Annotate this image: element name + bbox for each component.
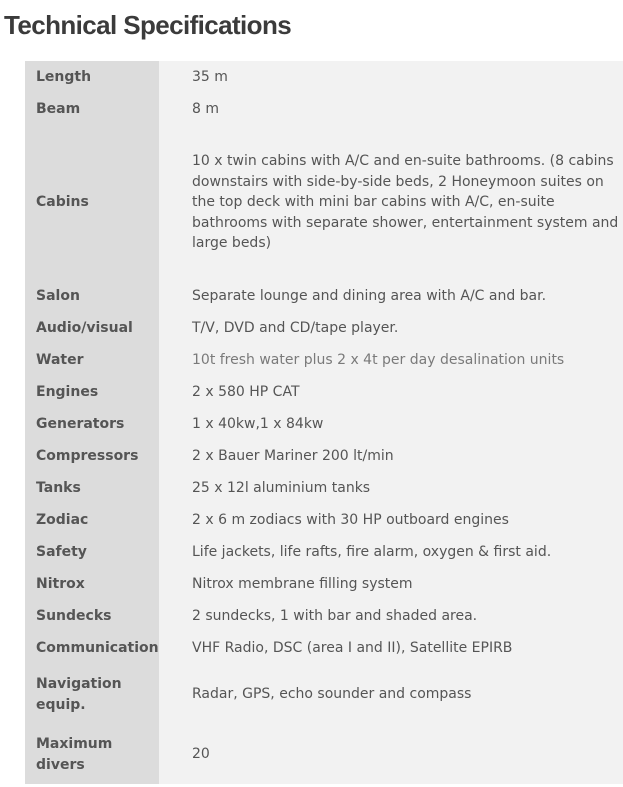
spec-label: Safety xyxy=(25,536,159,568)
spec-row-communication xyxy=(25,632,623,664)
spec-value: Nitrox membrane filling system xyxy=(159,568,623,600)
spec-row-cabins xyxy=(25,125,623,280)
spec-label: Zodiac xyxy=(25,504,159,536)
spec-row-generators xyxy=(25,408,623,440)
spec-value: VHF Radio, DSC (area I and II), Satellite EPIRB xyxy=(159,632,623,664)
spec-value: Separate lounge and dining area with A/C and bar. xyxy=(159,280,623,312)
spec-value: Radar, GPS, echo sounder and compass xyxy=(159,664,623,725)
spec-label: Water xyxy=(25,344,159,376)
spec-value: 2 x 6 m zodiacs with 30 HP outboard engines xyxy=(159,504,623,536)
spec-row-maximum-divers xyxy=(25,725,623,784)
spec-label: Beam xyxy=(25,93,159,125)
spec-row-audio-visual xyxy=(25,312,623,344)
spec-value: 10 x twin cabins with A/C and en-suite bathrooms. (8 cabins downstairs with side-by-side beds, 2 Honeymoon suites on the top deck with mini bar cabins with A/C, en-suite bathrooms with separate shower, entertainment system and large beds) xyxy=(159,125,623,280)
spec-row-tanks xyxy=(25,472,623,504)
specifications-table xyxy=(25,61,623,784)
spec-label: Maximum divers xyxy=(25,725,159,784)
spec-row-sundecks xyxy=(25,600,623,632)
spec-value: T/V, DVD and CD/tape player. xyxy=(159,312,623,344)
spec-value: 35 m xyxy=(159,61,623,93)
page-title: Technical Specifications xyxy=(4,10,292,40)
spec-row-zodiac xyxy=(25,504,623,536)
spec-label: Audio/visual xyxy=(25,312,159,344)
spec-value: 25 x 12l aluminium tanks xyxy=(159,472,623,504)
spec-label: Nitrox xyxy=(25,568,159,600)
spec-row-length xyxy=(25,61,623,93)
spec-label: Compressors xyxy=(25,440,159,472)
spec-value: 2 sundecks, 1 with bar and shaded area. xyxy=(159,600,623,632)
spec-row-compressors xyxy=(25,440,623,472)
spec-row-safety xyxy=(25,536,623,568)
spec-value: 2 x 580 HP CAT xyxy=(159,376,623,408)
spec-row-salon xyxy=(25,280,623,312)
spec-row-nitrox xyxy=(25,568,623,600)
spec-label: Navigation equip. xyxy=(25,664,159,725)
spec-label: Tanks xyxy=(25,472,159,504)
spec-label: Engines xyxy=(25,376,159,408)
spec-label: Cabins xyxy=(25,125,159,280)
spec-value: 10t fresh water plus 2 x 4t per day desalination units xyxy=(159,344,623,376)
spec-label: Length xyxy=(25,61,159,93)
spec-label: Generators xyxy=(25,408,159,440)
spec-row-beam xyxy=(25,93,623,125)
spec-row-navigation-equip xyxy=(25,664,623,725)
spec-value: 20 xyxy=(159,725,623,784)
spec-value: Life jackets, life rafts, fire alarm, oxygen & first aid. xyxy=(159,536,623,568)
spec-value: 2 x Bauer Mariner 200 lt/min xyxy=(159,440,623,472)
spec-value: 8 m xyxy=(159,93,623,125)
spec-row-water xyxy=(25,344,623,376)
spec-label: Salon xyxy=(25,280,159,312)
spec-label: Sundecks xyxy=(25,600,159,632)
spec-row-engines xyxy=(25,376,623,408)
spec-value: 1 x 40kw,1 x 84kw xyxy=(159,408,623,440)
spec-label: Communication xyxy=(25,632,159,664)
